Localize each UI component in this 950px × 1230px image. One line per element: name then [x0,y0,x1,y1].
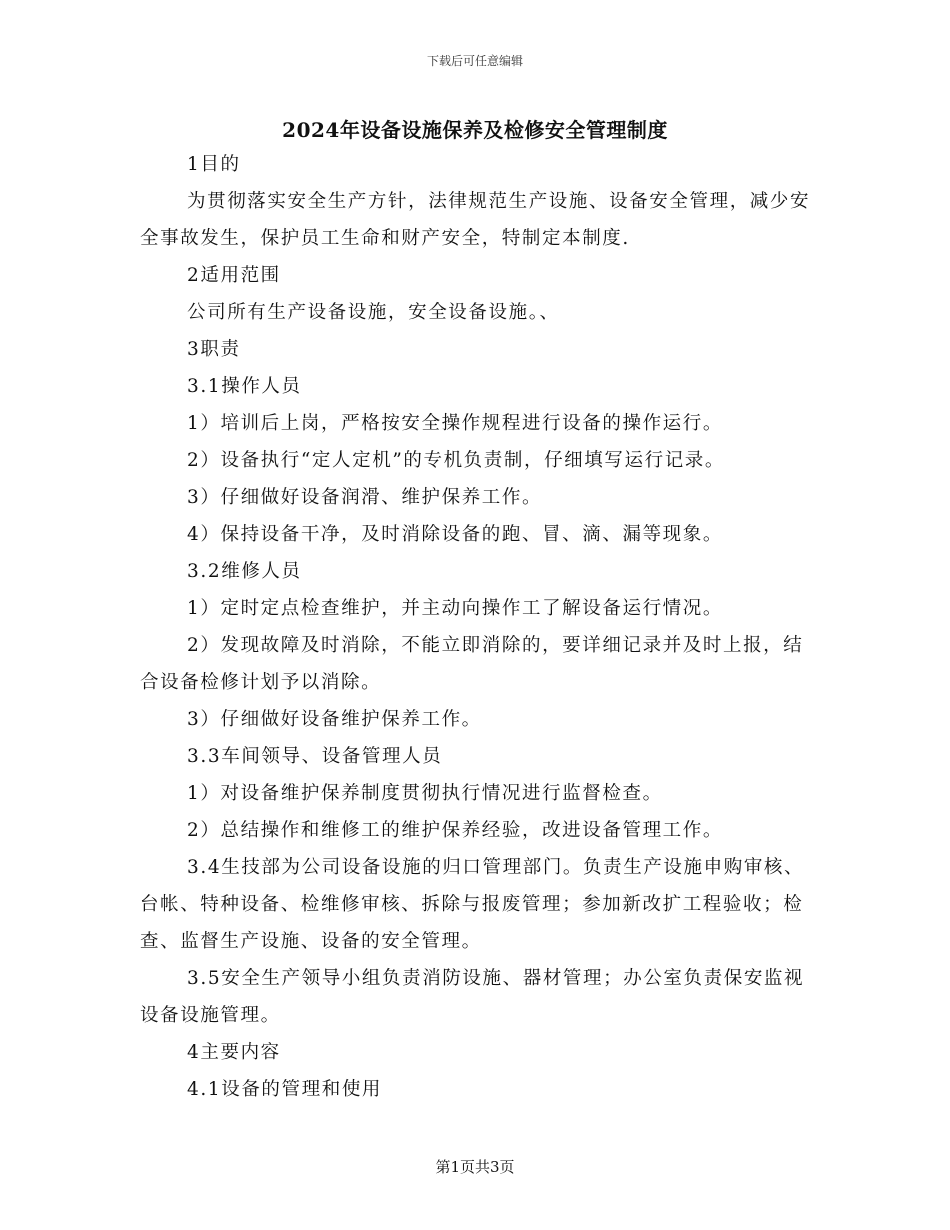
paragraph: 4）保持设备干净，及时消除设备的跑、冒、滴、漏等现象。 [187,524,723,545]
paragraph: 2）发现故障及时消除，不能立即消除的，要详细记录并及时上报，结合设备检修计划予以消除。 [140,635,804,693]
paragraph: 2适用范围 [187,265,281,286]
paragraph: 2）总结操作和维修工的维护保养经验，改进设备管理工作。 [187,820,723,841]
paragraph: 1）培训后上岗，严格按安全操作规程进行设备的操作运行。 [187,413,723,434]
paragraph: 3.4生技部为公司设备设施的归口管理部门。负责生产设施申购审核、台帐、特种设备、检维修审核、拆除与报废管理；参加新改扩工程验收；检查、监督生产设施、设备的安全管理。 [140,857,805,952]
paragraph: 3.1操作人员 [187,376,302,397]
document-title: 2024年设备设施保养及检修安全管理制度 [282,118,668,142]
paragraph: 3.2维修人员 [187,561,302,582]
paragraph: 3.5安全生产领导小组负责消防设施、器材管理；办公室负责保安监视设备设施管理。 [140,968,805,1026]
paragraph: 1目的 [187,154,241,175]
page-number: 第1页共3页 [435,1158,515,1176]
paragraph: 3职责 [187,339,241,360]
document-body [140,146,820,1108]
paragraph: 3）仔细做好设备维护保养工作。 [187,709,482,730]
paragraph: 为贯彻落实安全生产方针，法律规范生产设施、设备安全管理，减少安全事故发生，保护员工生命和财产安全，特制定本制度. [140,191,811,249]
paragraph: 2）设备执行“定人定机”的专机负责制，仔细填写运行记录。 [187,450,725,471]
header-note: 下载后可任意编辑 [426,54,523,68]
paragraph: 3.3车间领导、设备管理人员 [187,746,443,767]
paragraph: 4.1设备的管理和使用 [187,1079,383,1100]
paragraph: 3）仔细做好设备润滑、维护保养工作。 [187,487,543,508]
paragraph: 1）定时定点检查维护，并主动向操作工了解设备运行情况。 [187,598,723,619]
paragraph: 1）对设备维护保养制度贯彻执行情况进行监督检查。 [187,783,663,804]
paragraph: 4主要内容 [187,1042,281,1063]
paragraph: 公司所有生产设备设施，安全设备设施。、 [187,302,560,323]
